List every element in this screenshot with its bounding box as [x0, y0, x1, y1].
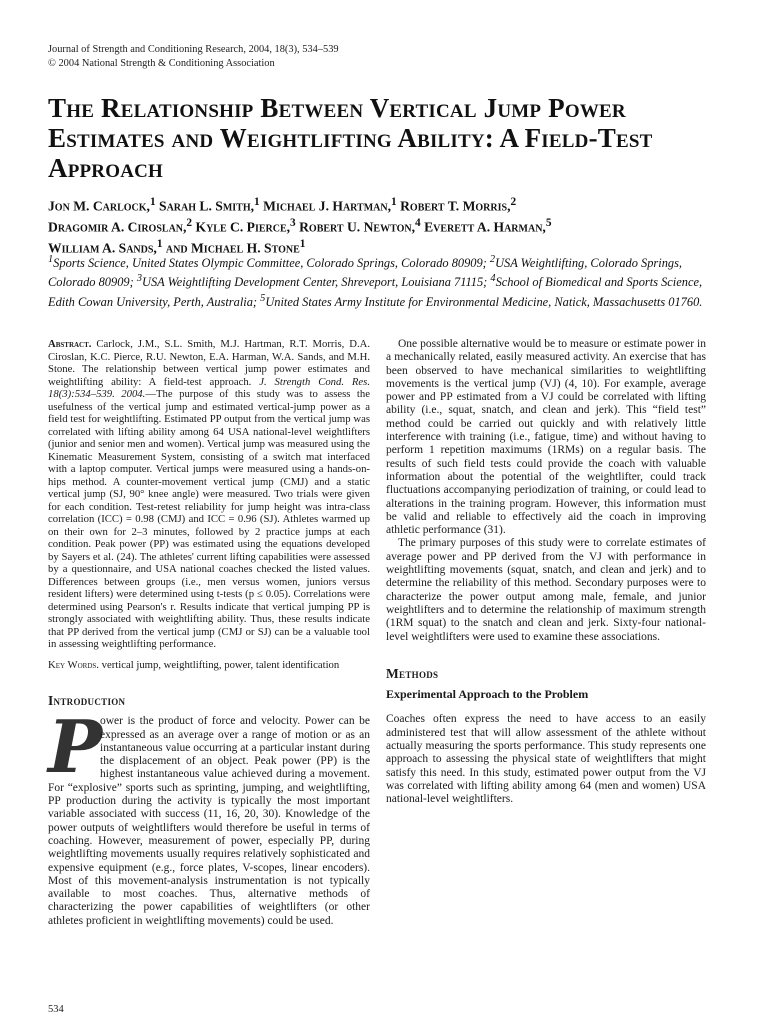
dropcap-letter: P — [48, 704, 103, 790]
author: Robert T. Morris, — [400, 198, 511, 214]
section-heading-introduction: Introduction — [48, 693, 126, 708]
affiliations: $^1$Sports Science, United States Olympic Committee, Colorado Springs, Colorado 80909; $^2$USA Weightlifting, Colorado Springs, Colorado 80909; $^3$USA Weightlifting Development Center, Shreveport, Louisiana 71115; $^4$School of Biomedical and Sports Science, Edith Cowan University, Perth, Australia; $^5$United States Army Institute for Environmental Medicine, Natick, Massachusetts 01760. — [48, 254, 703, 309]
article-title: The Relationship Between Vertical Jump Power Estimates and Weightlifting Ability: A Field-Test Approach — [48, 93, 653, 183]
affiliation: USA Weightlifting, Colorado Springs, Colorado 80909; — [48, 256, 683, 290]
keywords — [48, 659, 370, 672]
subsection-heading: Experimental Approach to the Problem — [386, 687, 589, 702]
page-number: 534 — [48, 1004, 64, 1015]
affiliation: School of Biomedical and Sports Science, Edith Cowan University, Perth, Australia; — [48, 275, 703, 309]
intro-paragraph-3: The primary purposes of this study were to correlate estimates of average power and PP derived from the VJ with performance in weightlifting movements (squat, snatch, and clean and jerk) and to determine the reliability of this method. Secondary purposes were to characterize the power output among male, female, and junior weightlifters and to determine the relationship of maximum strength (1RM squat) to the snatch and clean and jerk. Sixty-four national-level weightlifters were used to examine these associations. — [386, 537, 706, 643]
left-column — [48, 338, 370, 928]
abstract-text: Carlock, J.M., S.L. Smith, M.J. Hartman, R.T. Morris, D.A. Ciroslan, K.C. Pierce, R.U. Newton, E.A. Harman, W.A. Sands, and M.H. Stone. The relationship between vertical jump power estimates and weightlifting ability: A field-test approach. — [48, 338, 371, 388]
affiliation: United States Army Institute for Environmental Medicine, Natick, Massachusetts 01760. — [265, 294, 703, 309]
copyright-line: © 2004 National Strength & Conditioning Association — [48, 57, 275, 69]
section-heading-methods: Methods — [386, 665, 439, 681]
abstract-label: Abstract. — [48, 338, 92, 350]
methods-paragraph: Coaches often express the need to have access to an easily administered test that will allow assessment of the athlete without actually measuring the sports performance. This study represents one approach to assessing the physical state of weightlifters that might satisfy this need. In this study, estimated power output from the VJ was correlated with lifting ability among 64 (men and women) USA national-level weightlifters. — [386, 713, 706, 806]
author: and Michael H. Stone — [165, 240, 300, 256]
journal-citation: Journal of Strength and Conditioning Research, 2004, 18(3), 534–539 — [48, 44, 339, 55]
journal-header — [48, 43, 339, 70]
keywords-text: vertical jump, weightlifting, power, talent identification — [101, 658, 340, 671]
right-column — [386, 338, 706, 807]
abstract-text: —The purpose of this study was to assess the usefulness of the vertical jump and estimated vertical-jump power as a field test for weightlifting. Estimated PP output from the vertical jump was correlated with lifting ability among 64 USA national-level weightlifters (junior and senior men and women). Vertical jump was measured using the Kinematic Measurement System, consisting of a switch mat interfaced with a laptop computer. Vertical jumps were measured using a hands-on-hips method. A counter-movement vertical jump (CMJ) and a static vertical jump (SJ, 90° knee angle) were measured. Two trials were given for each condition. Test-retest reliability for jump height was intra-class correlation (ICC) = 0.98 (CMJ) and ICC = 0.96 (SJ). Athletes warmed up on their own for 2–3 minutes, followed by 2 practice jumps at each condition. Peak power (PP) was estimated using the equations developed by Sayers et al. (24). The athletes' current lifting capabilities were assessed by a questionnaire, and USA national coaches checked the listed values. Differences between groups (i.e., men versus women, juniors versus resident lifters) were determined using t-tests (p ≤ 0.05). Correlations were determined using Pearson's r. Results indicate that vertical jumping PP is strongly associated with weightlifting ability. Thus, these results indicate that PP derived from the vertical jump (CMJ or SJ) can be a valuable tool in assessing weightlifting performance. — [48, 388, 370, 650]
intro-text: ower is the product of force and velocity. Power can be expressed as an average over a range of motion or as an instantaneous value occurring at a particular instant during the displacement of an object. Peak power (PP) is the highest instantaneous value achieved during a movement. For “explosive” sports such as sprinting, jumping, and weightlifting, PP production during the activity is typically the most important variable associated with success (11, 16, 20, 30). Knowledge of the power outputs of weightlifters would therefore be useful in terms of coaching. However, measurement of power, especially PP, during weightlifting movements usually requires relatively sophisticated and expensive equipment (e.g., force plates, V-scopes, linear encoders). Most of this movement-analysis instrumentation is not typically available to most coaches. Thus, alternative methods of characterizing the power capabilities of weightlifters (or other athletes proficient in weightlifting movements) could be used. — [48, 715, 370, 927]
author: Michael J. Hartman, — [263, 198, 392, 214]
author: Sarah L. Smith, — [159, 198, 255, 214]
author: William A. Sands, — [48, 240, 157, 256]
author-list: Jon M. Carlock,$^1$ Sarah L. Smith,$^1$ Michael J. Hartman,$^1$ Robert T. Morris,$^2$ Dragomir A. Ciroslan,$^2$ Kyle C. Pierce,$^3$ Robert U. Newton,$^4$ Everett A. Harman,$^5$ William A. Sands,$^1$ and Michael H. Stone$^1$ — [48, 196, 552, 256]
keywords-label: Key Words. — [48, 658, 99, 671]
affiliation: Sports Science, United States Olympic Committee, Colorado Springs, Colorado 80909; — [53, 256, 487, 271]
author: Everett A. Harman, — [424, 219, 546, 235]
author: Kyle C. Pierce, — [195, 219, 291, 235]
author: Robert U. Newton, — [299, 219, 415, 235]
abstract — [48, 338, 370, 651]
intro-paragraph — [48, 704, 370, 928]
abstract-citation: J. Strength Cond. Res. 18(3):534–539. 2004. — [48, 375, 371, 400]
author: Jon M. Carlock, — [48, 198, 150, 214]
author: Dragomir A. Ciroslan, — [48, 219, 187, 235]
affiliation: USA Weightlifting Development Center, Shreveport, Louisiana 71115; — [142, 275, 488, 290]
intro-paragraph-2: One possible alternative would be to measure or estimate power in a mechanically related, easily measured activity. An exercise that has been observed to have mechanical similarities to weightlifting movements is the vertical jump (VJ) (4, 10). For example, average power and PP estimated from a VJ could be correlated with lifting ability (i.e., squat, snatch, and clean and jerk). This “field test” method could be carried out quickly and with relatively little interference with training (i.e., fatigue, time) and without having to perform 1 repetition maximums (1RMs) on a regular basis. The results of such field tests could provide the coach with valuable information about the potential of the weightlifter, could track fluctuations accompanying periodization of training, or could lead to alterations in the training program. However, this information must be valid and reliable to effectively aid the coach in improving athletic performance (31). — [386, 338, 706, 537]
